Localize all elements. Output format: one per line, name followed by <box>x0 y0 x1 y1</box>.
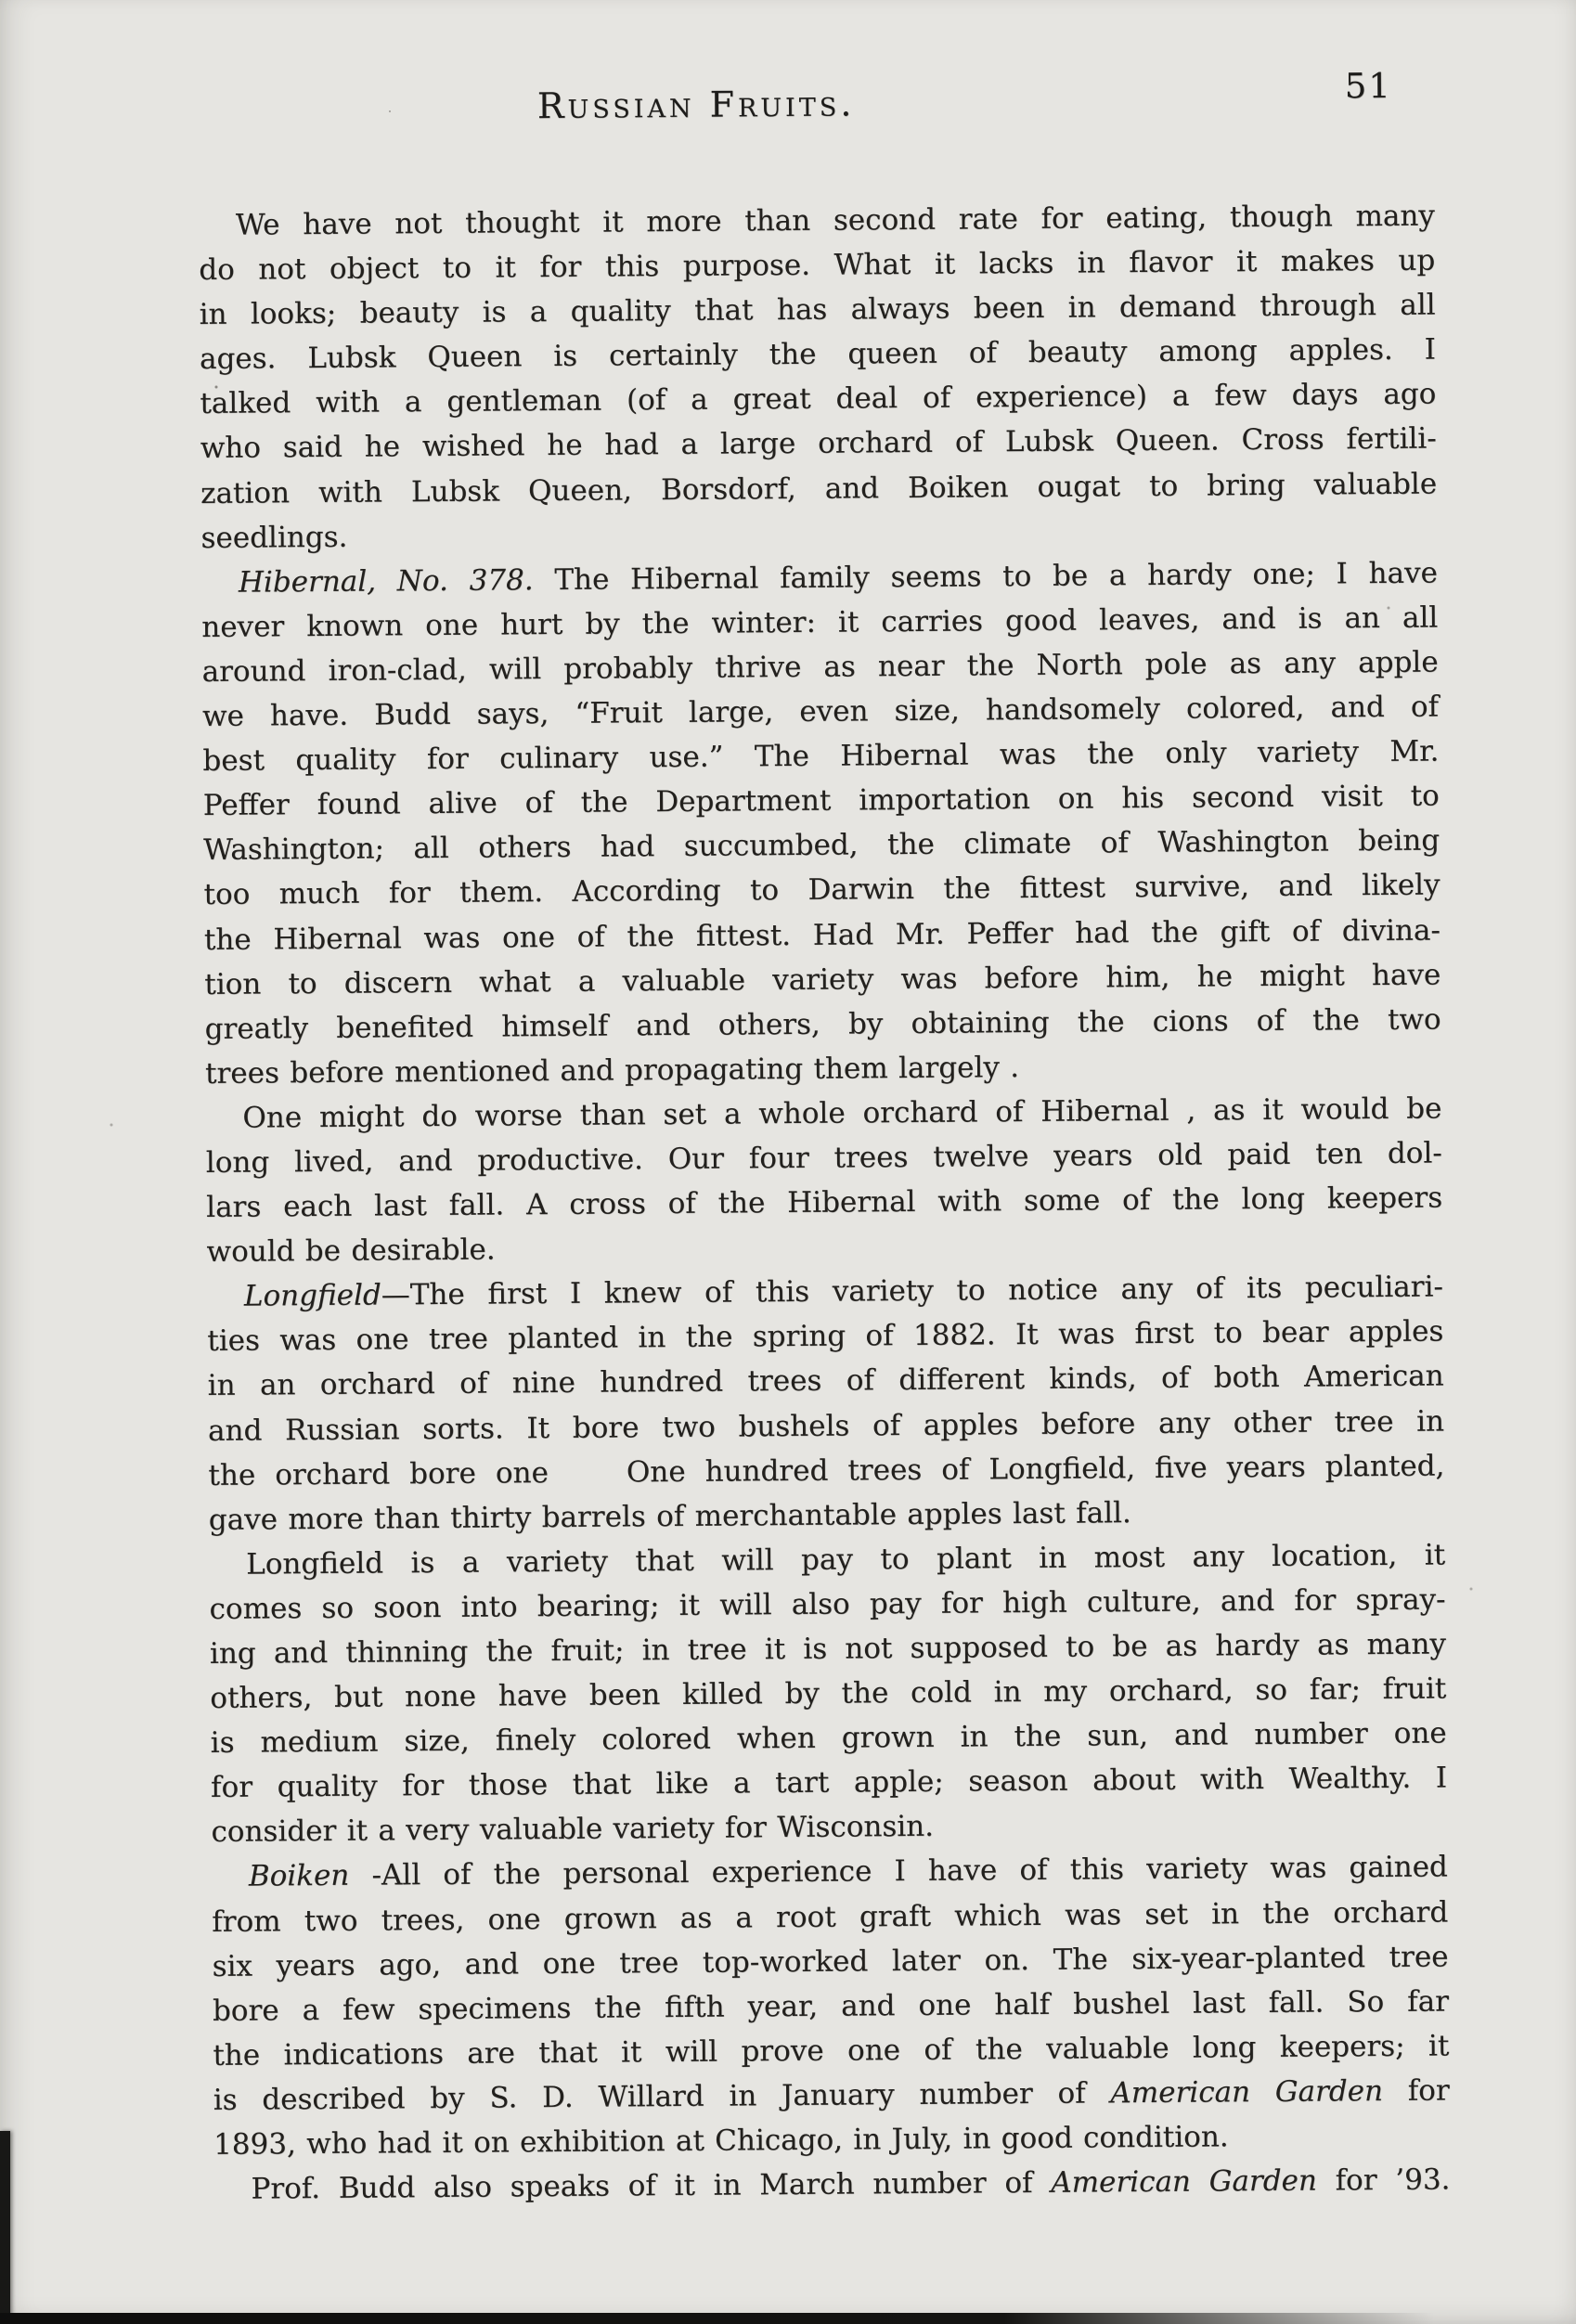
paragraph <box>209 1532 1448 1854</box>
text-segment: trees before mentioned and propagating them largely . <box>204 1050 1020 1091</box>
paragraph <box>201 550 1441 1096</box>
paragraph <box>205 1086 1442 1274</box>
paragraph <box>212 1845 1451 2167</box>
text-segment: is medium size, finely colored when grown in the sun, and number one <box>210 1716 1447 1761</box>
text-segment: for ’93. <box>1316 2163 1451 2198</box>
running-title: Russian Fruits. <box>536 83 856 127</box>
scan-edge-left-artifact <box>0 2131 10 2324</box>
text-segment: greatly benefited himself and others, by obtaining the cions of the two <box>204 1002 1441 1046</box>
text-segment: around iron-clad, will probably thrive as near the North pole as any apple <box>201 645 1439 689</box>
text-segment: long lived, and productive. Our four trees twelve years old paid ten dol- <box>205 1136 1442 1180</box>
text-segment: Peffer found alive of the Department importation on his second visit to <box>202 779 1440 823</box>
text-segment: for quality for those that like a tart apple; season about with Wealthy. I <box>210 1761 1448 1805</box>
scan-edge-bottom-artifact <box>0 2313 1434 2324</box>
text-segment: and Russian sorts. It bore two bushels of apples before any other tree in <box>207 1404 1445 1448</box>
text-segment: from two trees, one grown as a root graft which was set in the orchard <box>212 1895 1449 1939</box>
text-segment: Longfield is a variety that will pay to plant in most any location, it <box>246 1538 1446 1582</box>
text-segment: would be desirable. <box>206 1233 496 1270</box>
paragraph <box>207 1265 1445 1543</box>
text-segment: comes so soon into bearing; it will also pay for high culture, and for spray- <box>209 1582 1446 1626</box>
text-segment: lars each last fall. A cross of the Hibernal with some of the long keepers <box>206 1181 1443 1225</box>
text-segment: The Hibernal family seems to be a hardy one; I have <box>533 556 1439 597</box>
text-segment: too much for them. According to Darwin the fittest survive, and likely <box>203 868 1440 912</box>
text-segment: —The first I knew of this variety to notice any of its peculiari- <box>381 1270 1444 1312</box>
text-segment: 1893, who had it on exhibition at Chicago, in July, in good condition. <box>213 2120 1229 2162</box>
italic-text: American Garden <box>1110 2073 1384 2111</box>
paragraph <box>213 2158 1450 2213</box>
text-segment: is described by S. D. Willard in January number of <box>213 2076 1111 2117</box>
text-segment: talked with a gentleman (of a great deal of experience) a few days ago <box>200 377 1437 421</box>
text-segment: never known one hurt by the winter: it carries good leaves, and is an all <box>201 600 1439 644</box>
text-segment: we have. Budd says, “Fruit large, even size, handsomely colored, and of <box>201 690 1440 734</box>
text-segment: ages. Lubsk Queen is certainly the queen of beauty among apples. I <box>199 332 1437 377</box>
text-segment: best quality for culinary use.” The Hibernal was the only variety Mr. <box>202 734 1440 779</box>
text-segment: who said he wished he had a large orchard of Lubsk Queen. Cross fertili- <box>200 421 1437 466</box>
text-line <box>213 2158 1450 2213</box>
text-segment: -All of the personal experience I have of this variety was gained <box>349 1850 1448 1893</box>
text-segment: in looks; beauty is a quality that has always been in demand through all <box>199 288 1436 332</box>
italic-text: Hibernal, No. 378. <box>238 562 534 600</box>
text-segment: Washington; all others had succumbed, the climate of Washington being <box>203 823 1440 868</box>
italic-text: American Garden <box>1051 2163 1318 2200</box>
text-segment: the orchard bore one One hundred trees of Longfield, five years planted, <box>208 1449 1445 1492</box>
text-segment: others, but none have been killed by the cold in my orchard, so far; fruit <box>210 1672 1447 1716</box>
text-segment: One might do worse than set a whole orchard of Hibernal , as it would be <box>242 1091 1442 1135</box>
text-segment: ing and thinning the fruit; in tree it is not supposed to be as hardy as many <box>209 1627 1447 1671</box>
italic-text: Longfield <box>243 1278 381 1313</box>
text-segment: the Hibernal was one of the fittest. Had Mr. Peffer had the gift of divina- <box>203 913 1441 957</box>
text-segment: seedlings. <box>200 520 348 555</box>
text-segment: for <box>1382 2073 1450 2108</box>
text-segment: the indications are that it will prove one of the valuable long keepers; it <box>213 2029 1450 2072</box>
text-segment: six years ago, and one tree top-worked later on. The six-year-planted tree <box>212 1940 1449 1983</box>
text-segment: do not object to it for this purpose. What it lacks in flavor it makes up <box>199 243 1436 288</box>
text-segment: ties was one tree planted in the spring of 1882. It was first to bear apples <box>207 1314 1444 1359</box>
text-segment: zation with Lubsk Queen, Borsdorf, and Boiken ougat to bring valuable <box>200 467 1438 510</box>
text-segment: We have not thought it more than second rate for eating, though many <box>235 199 1435 242</box>
text-segment: tion to discern what a valuable variety was before him, he might have <box>204 958 1441 1001</box>
text-segment: Prof. Budd also speaks of it in March number of <box>251 2165 1052 2206</box>
text-segment: bore a few specimens the fifth year, and one half bushel last fall. So far <box>212 1984 1450 2028</box>
text-segment: gave more than thirty barrels of merchantable apples last fall. <box>208 1495 1131 1537</box>
text-segment: consider it a very valuable variety for Wisconsin. <box>211 1810 935 1850</box>
page-number: 51 <box>1344 65 1393 107</box>
italic-text: Boiken <box>248 1859 350 1894</box>
text-block <box>199 194 1451 2213</box>
text-segment: in an orchard of nine hundred trees of different kinds, of both American <box>207 1359 1444 1403</box>
paragraph <box>199 194 1438 561</box>
